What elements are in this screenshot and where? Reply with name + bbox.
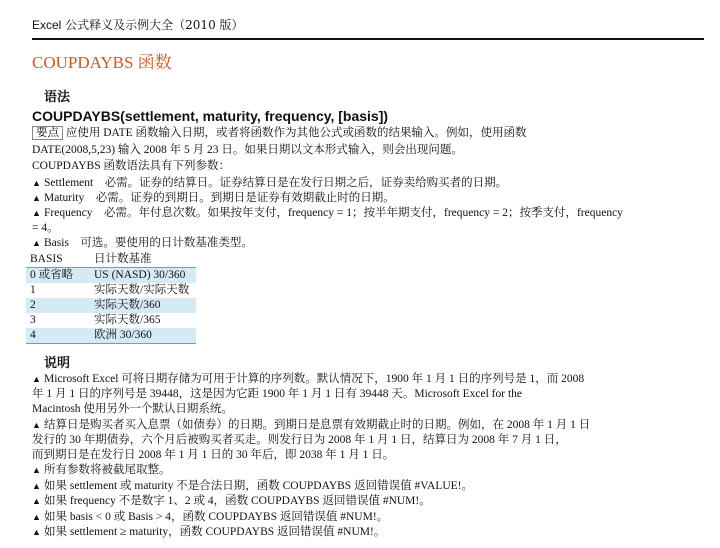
param-line [32,176,507,191]
bullet-icon: ▲ [32,465,41,475]
table-cell: 实际天数/365 [94,314,161,326]
remark-line: 年 1 月 1 日的序列号是 39448，这是因为它距 1900 年 1 月 1 日有 39448 天。Microsoft Excel for the [32,388,522,400]
table-cell: 3 [30,314,36,326]
bullet-icon: ▲ [32,496,41,506]
bullet-icon: ▲ [32,193,41,203]
param-text: Frequency 必需。年付息次数。如果按年支付，frequency = 1；按半年期支付，frequency = 2；按季支付，frequency [44,207,623,219]
remark-text: 所有参数将被截尾取整。 [44,464,171,476]
tip-label: 要点 [32,126,63,140]
bullet-icon: ▲ [32,238,41,248]
bullet-icon: ▲ [32,420,41,430]
remark-line [32,510,388,525]
tip-line [32,126,527,141]
table-header-row [26,252,196,268]
syntax-line: COUPDAYBS(settlement, maturity, frequency, [basis]) [32,108,389,124]
function-title: COUPDAYBS 函数 [32,53,172,72]
bullet-icon: ▲ [32,374,41,384]
table-row [26,298,196,313]
table-cell: 实际天数/实际天数 [94,284,190,296]
table-row [26,328,196,344]
param-text: Settlement 必需。证券的结算日。证券结算日是在发行日期之后，证券卖给购买者的日期。 [44,177,508,189]
bullet-icon: ▲ [32,178,41,188]
table-cell: 欧洲 30/360 [90,328,196,344]
remark-text: Microsoft Excel 可将日期存储为可用于计算的序列数。默认情况下，1900 年 1 月 1 日的序列号是 1，而 2008 [44,373,585,385]
header-prefix: Excel [32,18,62,32]
table-row [26,268,196,284]
table-cell: 实际天数/360 [90,298,196,313]
param-line [32,236,253,251]
remark-line: 而到期日是在发行日 2008 年 1 月 1 日的 30 年后，即 2038 年 1 月 1 日。 [32,449,395,461]
table-header: 日计数基准 [90,252,196,268]
remark-line [32,479,473,494]
table-cell: 4 [26,328,90,344]
remark-line: Macintosh 使用另外一个默认日期系统。 [32,403,233,415]
remark-text: 如果 frequency 不是数字 1、2 或 4，函数 COUPDAYBS 返回错误值 #NUM!。 [44,495,431,507]
table-cell: 1 [30,284,36,296]
body-line: = 4。 [32,222,59,234]
tip-text: 应使用 DATE 函数输入日期，或者将函数作为其他公式或函数的结果输入。例如，使用函数 [65,127,527,139]
param-text: Maturity 必需。证券的到期日。到期日是证券有效期截止时的日期。 [44,192,395,204]
remark-line [32,418,590,433]
param-line [32,206,623,221]
remark-line [32,494,431,509]
remark-text: 结算日是购买者买入息票（如债券）的日期。到期日是息票有效期截止时的日期。例如，在 2008 年 1 月 1 日 [44,419,591,431]
basis-table [26,252,196,344]
table-cell: 2 [26,298,90,313]
table-row [26,313,196,328]
body-line: DATE(2008,5,23) 输入 2008 年 5 月 23 日。如果日期以文本形式输入，则会出现问题。 [32,144,463,156]
bullet-icon: ▲ [32,481,41,491]
table-cell: 0 或省略 [26,268,90,284]
bullet-icon: ▲ [32,208,41,218]
remark-text: 如果 settlement ≥ maturity，函数 COUPDAYBS 返回错误值 #NUM!。 [44,526,386,538]
page-header [32,12,704,40]
remark-text: 如果 settlement 或 maturity 不是合法日期，函数 COUPDAYBS 返回错误值 #VALUE!。 [44,480,474,492]
table-cell: US (NASD) 30/360 [90,268,196,284]
bullet-icon: ▲ [32,512,41,522]
remark-line [32,463,171,478]
table-row [26,283,196,298]
syntax-heading: 语法 [44,90,71,105]
remark-line: 发行的 30 年期债券，六个月后被购买者买走。则发行日为 2008 年 1 月 1 日，结算日为 2008 年 7 月 1 日， [32,434,567,446]
bullet-icon: ▲ [32,527,41,537]
body-line: COUPDAYBS 函数语法具有下列参数： [32,160,230,172]
header-title: 公式释义及示例大全（2010 版） [61,18,244,32]
table-header: BASIS [26,252,90,268]
remark-line [32,372,584,387]
param-line [32,191,395,206]
remark-text: 如果 basis < 0 或 Basis > 4，函数 COUPDAYBS 返回错误值 #NUM!。 [44,511,389,523]
param-text: Basis 可选。要使用的日计数基准类型。 [44,237,253,249]
remarks-heading: 说明 [44,356,71,371]
remark-line [32,525,385,540]
